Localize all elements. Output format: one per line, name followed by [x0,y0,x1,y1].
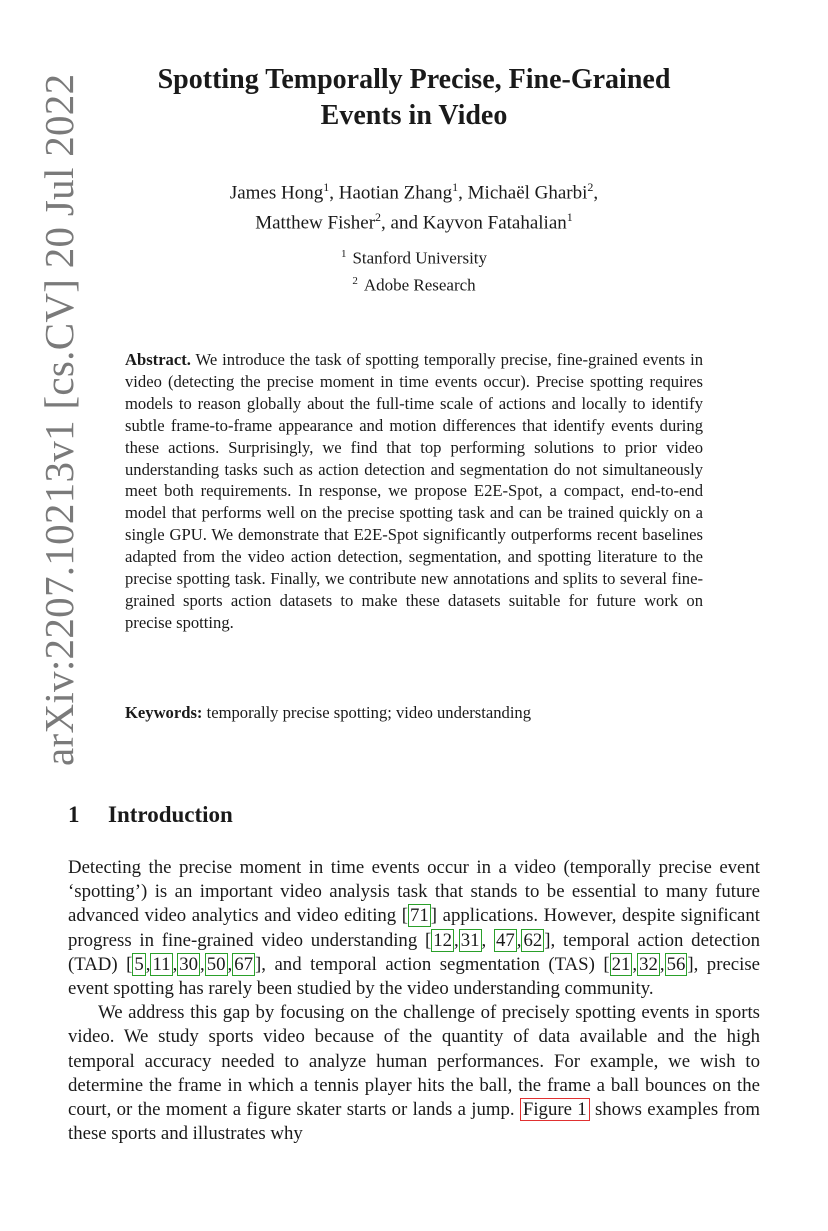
text-run: We address this gap by focusing on the challenge of precisely spotting events in sports video. We study sports video because of the quantity of data available and the high temporal accuracy needed to analyze human performances. For example, we wish to determine the frame in which a tennis player hits the ball, the frame a ball bounces on the court, or the moment a figure skater starts or lands a jump. [68,1002,760,1121]
text-run: shows examples from these sports and illustrates why [68,1099,760,1145]
author-name: Michaël Gharbi [467,182,588,204]
paper-title [68,62,760,134]
keywords [125,702,703,724]
paragraph: Detecting the precise moment in time events occur in a video (temporally precise event ‘spotting’) is an important video analysis task that stands to be essential to many future advanced video analytics and video editing [ 71 ] applications. However, despite significant progress in fine-grained video understanding [ 12 , 31 , 47 , 62 ], temporal action detection (TAD) [ 5 , 11 , 30 , 50 , 67 ], and temporal action segmentation (TAS) [ 21 , 32 , 56 ], precise event spotting has rarely been studied by the video understanding community. [68,857,761,1000]
author-affil-mark: 1 [452,180,459,194]
text-run: , temporal action detection (TAD) [68,929,761,975]
text-run: Detecting the precise moment in time events occur in a video (temporally precise event ‘spotting’) is an important video analysis task that stands to be essential to many future advanced video analytics and video editing [68,857,760,927]
citation-link[interactable]: 21 [611,953,631,975]
citation-link[interactable]: 5 [134,953,144,975]
abstract [125,349,703,634]
section-title: Introduction [108,802,233,827]
citation-link[interactable]: 11 [152,953,171,975]
author-list [68,175,760,236]
author-affil-mark: 1 [566,210,573,225]
author-affil-mark: 2 [375,210,382,225]
text-run: applications. However, despite significant progress in fine-grained video understanding [68,905,761,951]
affiliation [68,243,760,270]
keywords-label: Keywords: [125,703,203,722]
author-name: James Hong [229,182,324,204]
affiliation-name: Stanford University [352,248,488,268]
citation-link[interactable]: 71 [410,905,429,927]
text-run: , and temporal action segmentation (TAS) [261,953,604,975]
text-run: , precise event spotting has rarely been studied by the video understanding community. [68,953,760,1000]
affiliation-number: 2 [352,274,358,287]
author-line-1: James Hong$^1$, Haotian Zhang$^1$, Michaël Gharbi$^2$, [229,180,599,204]
keywords-text: temporally precise spotting; video understanding [206,703,532,722]
arxiv-stamp-text: arXiv:2207.10213v1 [cs.CV] 20 Jul 2022 [36,73,82,766]
affiliation-number: 1 [340,248,347,260]
citation-link[interactable]: 67 [234,953,254,975]
author-affil-mark: 2 [587,180,594,194]
paragraph [68,1001,760,1146]
citation-link[interactable]: 47 [496,929,515,951]
abstract-text: We introduce the task of spotting temporally precise, fine-grained events in video (detecting the precise moment in time events occur). Precise spotting requires models to reason globally about the full-time scale of actions and locally to identify subtle frame-to-frame appearance and motion differences that identify events during these actions. Surprisingly, we find that top performing solutions to prior video understanding tasks such as action detection and segmentation do not simultaneously meet both requirements. In response, we propose E2E-Spot, a compact, end-to-end model that performs well on the precise spotting task and can be trained quickly on a single GPU. We demonstrate that E2E-Spot significantly outperforms recent baselines adapted from the video action detection, segmentation, and spotting literature to the precise spotting task. Finally, we contribute new annotations and splits to several fine-grained sports action datasets to make these datasets suitable for future work on precise spotting. [125,350,703,632]
section-number: 1 [68,802,80,827]
citation-link[interactable]: 56 [666,953,686,975]
affiliation-name: Adobe Research [363,275,476,295]
citation-link[interactable]: 50 [206,953,226,975]
author-line-2: Matthew Fisher$^2$, and Kayvon Fatahalian$^1$ [255,210,573,234]
author-name: Matthew Fisher [255,212,376,234]
citation-link[interactable]: 62 [523,929,543,951]
citation-link[interactable]: 30 [179,953,199,975]
abstract-label: Abstract. [125,350,191,369]
title-line-1: Spotting Temporally Precise, Fine-Grained [157,64,671,95]
author-name: Kayvon Fatahalian [422,212,567,234]
author-conjunction: and [390,212,418,234]
citation-link[interactable]: 31 [460,929,480,951]
figure-reference-link[interactable]: Figure 1 [520,1098,590,1121]
author-name: Haotian Zhang [338,182,453,204]
affiliation [68,270,760,297]
citation-link[interactable]: 12 [433,929,453,951]
title-line-2: Events in Video [320,100,508,131]
affiliations [68,243,760,296]
author-affil-mark: 1 [323,180,330,194]
introduction-body [68,856,760,1146]
citation-link[interactable]: 32 [639,953,658,975]
section-heading [68,802,233,828]
